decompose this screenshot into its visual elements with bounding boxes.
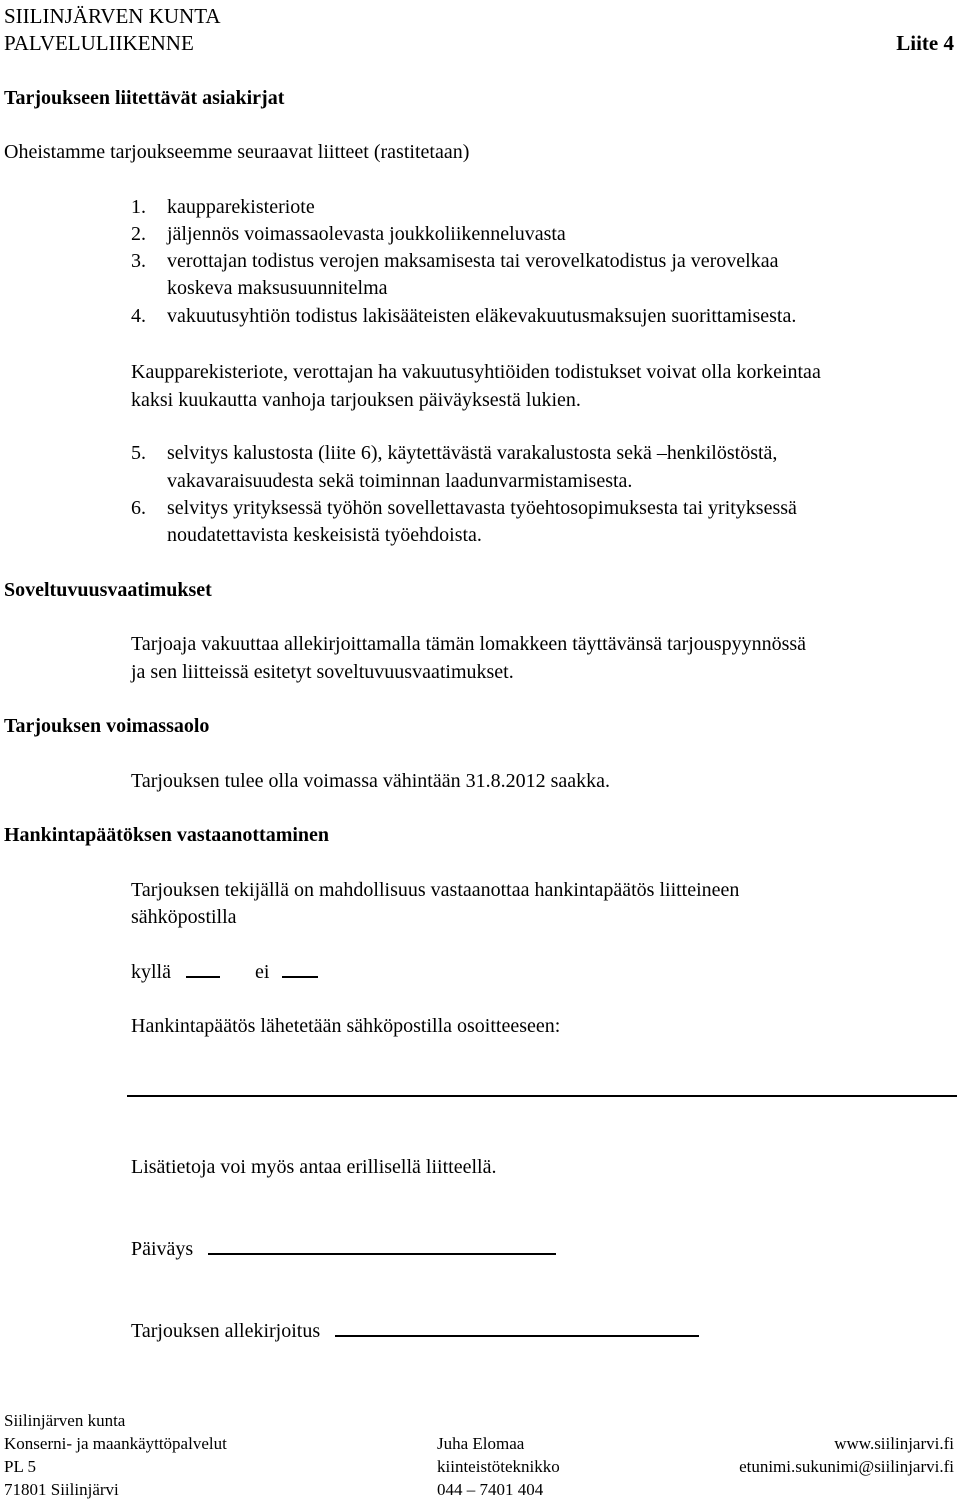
qualifications-text-line: Tarjoaja vakuuttaa allekirjoittamalla tämän lomakkeen täyttävänsä tarjouspyynnössä [131,633,807,655]
list-item [131,443,777,463]
no-label: ei [255,961,270,983]
section-heading-decision: Hankintapäätöksen vastaanottaminen [4,824,330,846]
footer-website-link[interactable]: www.siilinjarvi.fi [834,1434,954,1453]
footer-postal: 71801 Siilinjärvi [4,1480,119,1499]
decision-text-line: Tarjouksen tekijällä on mahdollisuus vastaanottaa hankintapäätös liitteineen [131,879,740,901]
validity-note-line: Kaupparekisteriote, verottajan ha vakuutusyhtiöiden todistukset voivat olla korkeintaa [131,361,821,383]
yes-checkbox-line[interactable] [186,976,220,978]
attachment-label: Liite 4 [896,31,954,55]
list-item [131,224,566,244]
list-item [131,197,315,217]
decision-text-line: sähköpostilla [131,906,237,928]
validity-text: Tarjouksen tulee olla voimassa vähintään 31.8.2012 saakka. [131,770,611,792]
list-item-text: selvitys yrityksessä työhön sovellettavasta työehtosopimuksesta tai yrityksessä [167,497,797,519]
list-item-text: jäljennös voimassaolevasta joukkoliikenneluvasta [167,223,566,245]
date-input-line[interactable] [208,1253,556,1255]
list-item [131,498,797,518]
yes-label: kyllä [131,961,171,983]
section-heading-attachments: Tarjoukseen liitettävät asiakirjat [4,87,285,109]
list-item-number: 4. [131,305,146,327]
footer-contact-phone: 044 – 7401 404 [437,1480,544,1499]
footer-dept: Konserni- ja maankäyttöpalvelut [4,1434,227,1453]
list-item [131,251,778,271]
footer-contact-name: Juha Elomaa [437,1434,525,1453]
date-label: Päiväys [131,1238,194,1260]
section-heading-validity: Tarjouksen voimassaolo [4,715,210,737]
list-item-number: 1. [131,196,146,218]
list-item-continuation: vakavaraisuudesta sekä toiminnan laadunvarmistamisesta. [167,470,633,492]
list-item-text: verottajan todistus verojen maksamisesta tai verovelkatodistus ja verovelkaa [167,250,779,272]
list-item [131,306,796,326]
organization-name: SIILINJÄRVEN KUNTA [4,4,221,28]
email-choice [131,962,318,982]
date-field [131,1239,556,1259]
qualifications-text-line: ja sen liitteissä esitetyt soveltuvuusvaatimukset. [131,661,514,683]
list-item-number: 6. [131,497,146,519]
attachments-intro: Oheistamme tarjoukseemme seuraavat liitteet (rastitetaan) [4,141,470,163]
list-item-number: 3. [131,250,146,272]
list-item-continuation: noudatettavista keskeisistä työehdoista. [167,524,482,546]
section-heading-qualifications: Soveltuvuusvaatimukset [4,579,212,601]
signature-label: Tarjouksen allekirjoitus [131,1320,321,1342]
list-item-number: 5. [131,442,146,464]
email-address-line[interactable] [127,1095,957,1097]
email-prompt: Hankintapäätös lähetetään sähköpostilla osoitteeseen: [131,1015,561,1037]
signature-field [131,1321,699,1341]
footer-contact-title: kiinteistöteknikko [437,1457,560,1476]
list-item-text: vakuutusyhtiön todistus lakisääteisten eläkevakuutusmaksujen suorittamisesta. [167,305,797,327]
list-item-number: 2. [131,223,146,245]
validity-note-line: kaksi kuukautta vanhoja tarjouksen päiväyksestä lukien. [131,389,581,411]
footer-org: Siilinjärven kunta [4,1411,126,1430]
extra-info-text: Lisätietoja voi myös antaa erillisellä liitteellä. [131,1156,497,1178]
department-name: PALVELULIIKENNE [4,31,194,55]
list-item-text: kaupparekisteriote [167,196,315,218]
no-checkbox-line[interactable] [282,976,318,978]
footer-email-link[interactable]: etunimi.sukunimi@siilinjarvi.fi [739,1457,954,1476]
footer-pobox: PL 5 [4,1457,36,1476]
list-item-continuation: koskeva maksusuunnitelma [167,277,388,299]
list-item-text: selvitys kalustosta (liite 6), käytettävästä varakalustosta sekä –henkilöstöstä, [167,442,778,464]
signature-input-line[interactable] [335,1335,699,1337]
